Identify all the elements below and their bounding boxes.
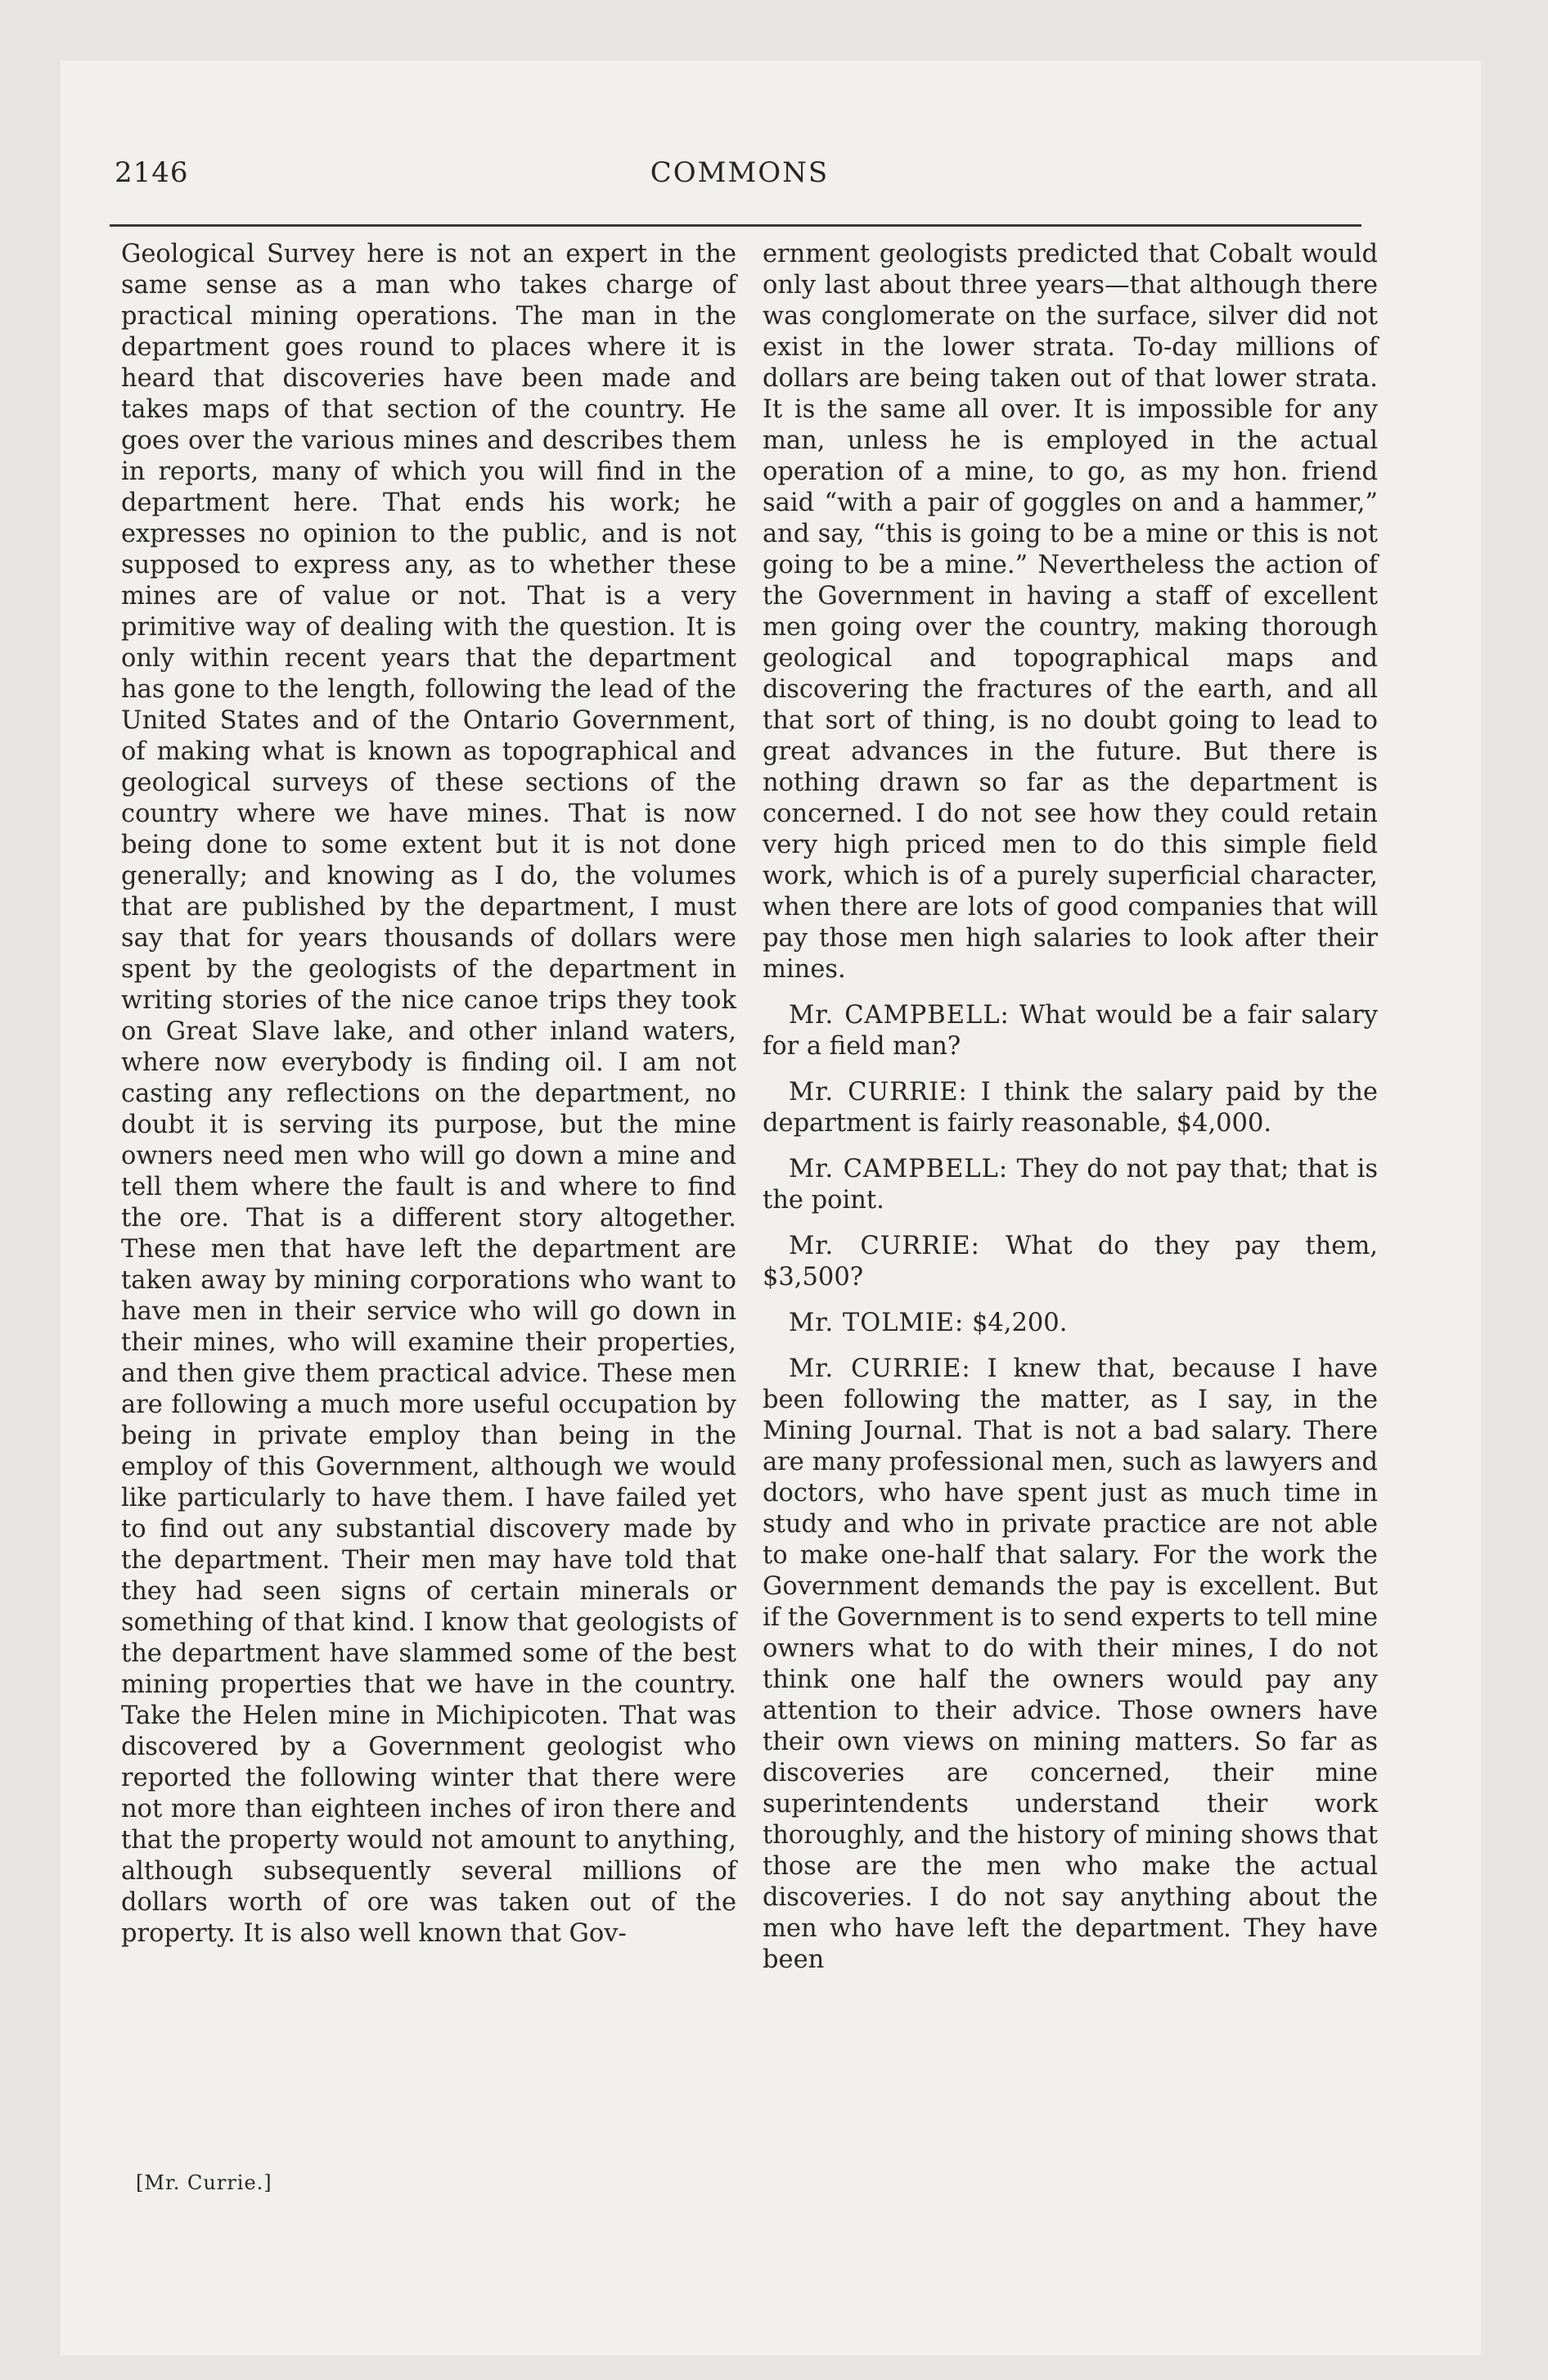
- running-title: COMMONS: [650, 156, 830, 189]
- speech-currie-2: [763, 1231, 1378, 1293]
- speaker-name: Mr. CURRIE:: [789, 1232, 980, 1260]
- header-rule: [110, 224, 1361, 227]
- speech-text: I think the salary paid by the department is fairly reasonable, $4,000.: [763, 1078, 1378, 1138]
- speaker-name: Mr. CURRIE:: [789, 1078, 968, 1107]
- right-column: [763, 239, 1378, 1976]
- speaker-name: Mr. CAMPBELL:: [789, 1001, 1010, 1030]
- left-paragraph: Geological Survey here is not an expert in the same sense as a man who takes charge of practical mining operations. The man in the department goes round to places where it is heard that discoveries have been made and takes maps of that section of the country. He goes over the various mines and describes them in reports, many of which you will find in the department here. That ends his work; he expresses no opinion to the public, and is not supposed to express any, as to whether these mines are of value or not. That is a very primitive way of dealing with the question. It is only within recent years that the department has gone to the length, following the lead of the United States and of the Ontario Government, of making what is known as topographical and geological surveys of these sections of the country where we have mines. That is now being done to some extent but it is not done generally; and knowing as I do, the volumes that are published by the department, I must say that for years thousands of dollars were spent by the geologists of the department in writing stories of the nice canoe trips they took on Great Slave lake, and other inland waters, where now everybody is finding oil. I am not casting any reflections on the department, no doubt it is serving its purpose, but the mine owners need men who will go down a mine and tell them where the fault is and where to find the ore. That is a different story altogether. These men that have left the department are taken away by mining corporations who want to have men in their service who will go down in their mines, who will examine their properties, and then give them practical advice. These men are following a much more useful occupation by being in private employ than being in the employ of this Government, although we would like particularly to have them. I have failed yet to find out any substantial discovery made by the department. Their men may have told that they had seen signs of certain minerals or something of that kind. I know that geologists of the department have slammed some of the best mining properties that we have in the country. Take the Helen mine in Michipicoten. That was discovered by a Government geologist who reported the following winter that there were not more than eighteen inches of iron there and that the property would not amount to anything, although subsequently several millions of dollars worth of ore was taken out of the property. It is also well known that Gov-: [121, 240, 736, 1948]
- speech-text: What would be a fair salary for a field man?: [763, 1001, 1378, 1061]
- left-column: [121, 239, 736, 1950]
- speaker-name: Mr. TOLMIE:: [789, 1309, 965, 1337]
- speech-currie-1: [763, 1077, 1378, 1139]
- speech-currie-3: [763, 1354, 1378, 1976]
- speech-campbell-2: [763, 1154, 1378, 1216]
- page-header: [115, 152, 1365, 193]
- speech-text: They do not pay that; that is the point.: [763, 1155, 1378, 1215]
- speech-text: $4,200.: [971, 1309, 1068, 1337]
- page-number: 2146: [115, 156, 189, 189]
- speaker-cue-footer: [Mr. Currie.]: [136, 2171, 272, 2194]
- speaker-name: Mr. CURRIE:: [789, 1355, 971, 1383]
- speech-text: What do they pay them, $3,500?: [763, 1232, 1378, 1291]
- speech-campbell-1: [763, 1000, 1378, 1062]
- right-continuation-paragraph: ernment geologists predicted that Cobalt would only last about three years—that although there was conglomerate on the surface, silver did not exist in the lower strata. To-day millions of dollars are being taken out of that lower strata. It is the same all over. It is impossible for any man, unless he is employed in the actual operation of a mine, to go, as my hon. friend said “with a pair of goggles on and a hammer,” and say, “this is going to be a mine or this is not going to be a mine.” Nevertheless the action of the Government in having a staff of excellent men going over the country, making thorough geological and topographical maps and discovering the fractures of the earth, and all that sort of thing, is no doubt going to lead to great advances in the future. But there is nothing drawn so far as the department is concerned. I do not see how they could retain very high priced men to do this simple field work, which is of a purely superficial character, when there are lots of good companies that will pay those men high salaries to look after their mines.: [763, 240, 1378, 984]
- speaker-name: Mr. CAMPBELL:: [789, 1155, 1009, 1183]
- speech-text: I knew that, because I have been following the matter, as I say, in the Mining Journal. That is not a bad salary. There are many professional men, such as lawyers and doctors, who have spent just as much time in study and who in private practice are not able to make one-half that salary. For the work the Government demands the pay is excellent. But if the Government is to send experts to tell mine owners what to do with their mines, I do not think one half the owners would pay any attention to their advice. Those owners have their own views on mining matters. So far as discoveries are concerned, their mine superintendents understand their work thoroughly, and the history of mining shows that those are the men who make the actual discoveries. I do not say anything about the men who have left the department. They have been: [763, 1355, 1378, 1974]
- speech-tolmie-1: [763, 1308, 1378, 1339]
